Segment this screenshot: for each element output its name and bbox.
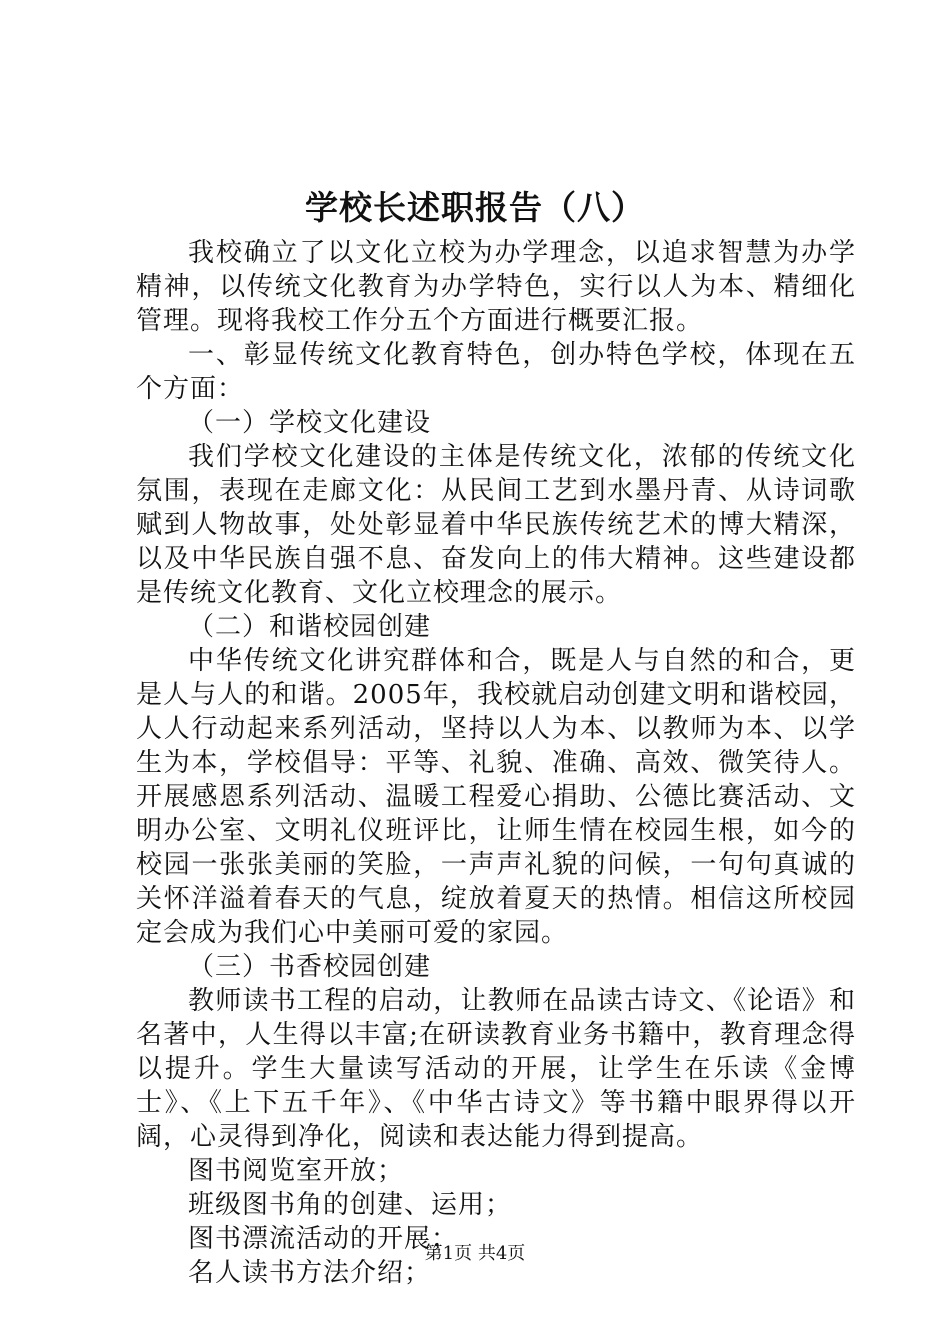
list-item: 名人读书方法介绍；	[188, 1258, 432, 1288]
paragraph-harmony: 中华传统文化讲究群体和合，既是人与自然的和合，更是人与人的和谐。2005年，我校就启动创建文明和谐校园，人人行动起来系列活动，坚持以人为本、以教师为本、以学生为本，学校倡导：平等、礼貌、准确、高效、微笑待人。开展感恩系列活动、温暖工程爱心捐助、公德比赛活动、文明办公室、文明礼仪班评比，让师生情在校园生根，如今的校园一张张美丽的笑脸，一声声礼貌的问候，一句句真诚的关怀洋溢着春天的气息，绽放着夏天的热情。相信这所校园定会成为我们心中美丽可爱的家园。	[136, 646, 856, 948]
subsection-heading-culture: （一）学校文化建设	[188, 408, 432, 438]
document-body	[136, 236, 856, 1290]
list-item: 班级图书角的创建、运用；	[188, 1190, 513, 1220]
subsection-heading-reading: （三）书香校园创建	[188, 952, 432, 982]
document-title: 学校长述职报告（八）	[305, 188, 645, 227]
page-number-footer: 第1页 共4页	[424, 1243, 526, 1264]
list-item: 图书阅览室开放；	[188, 1156, 405, 1186]
paragraph-culture: 我们学校文化建设的主体是传统文化，浓郁的传统文化氛围，表现在走廊文化：从民间工艺到水墨丹青、从诗词歌赋到人物故事，处处彰显着中华民族传统艺术的博大精深，以及中华民族自强不息、奋发向上的伟大精神。这些建设都是传统文化教育、文化立校理念的展示。	[136, 442, 856, 608]
section-heading-1: 一、彰显传统文化教育特色，创办特色学校，体现在五个方面：	[136, 340, 856, 404]
paragraph-intro: 我校确立了以文化立校为办学理念，以追求智慧为办学精神，以传统文化教育为办学特色，实行以人为本、精细化管理。现将我校工作分五个方面进行概要汇报。	[136, 238, 856, 336]
subsection-heading-harmony: （二）和谐校园创建	[188, 612, 432, 642]
paragraph-reading: 教师读书工程的启动，让教师在品读古诗文、《论语》和名著中，人生得以丰富;在研读教育业务书籍中，教育理念得以提升。学生大量读写活动的开展，让学生在乐读《金博士》、《上下五千年》、《中华古诗文》等书籍中眼界得以开阔，心灵得到净化，阅读和表达能力得到提高。	[136, 986, 856, 1152]
list-item: 图书漂流活动的开展；	[188, 1224, 459, 1254]
